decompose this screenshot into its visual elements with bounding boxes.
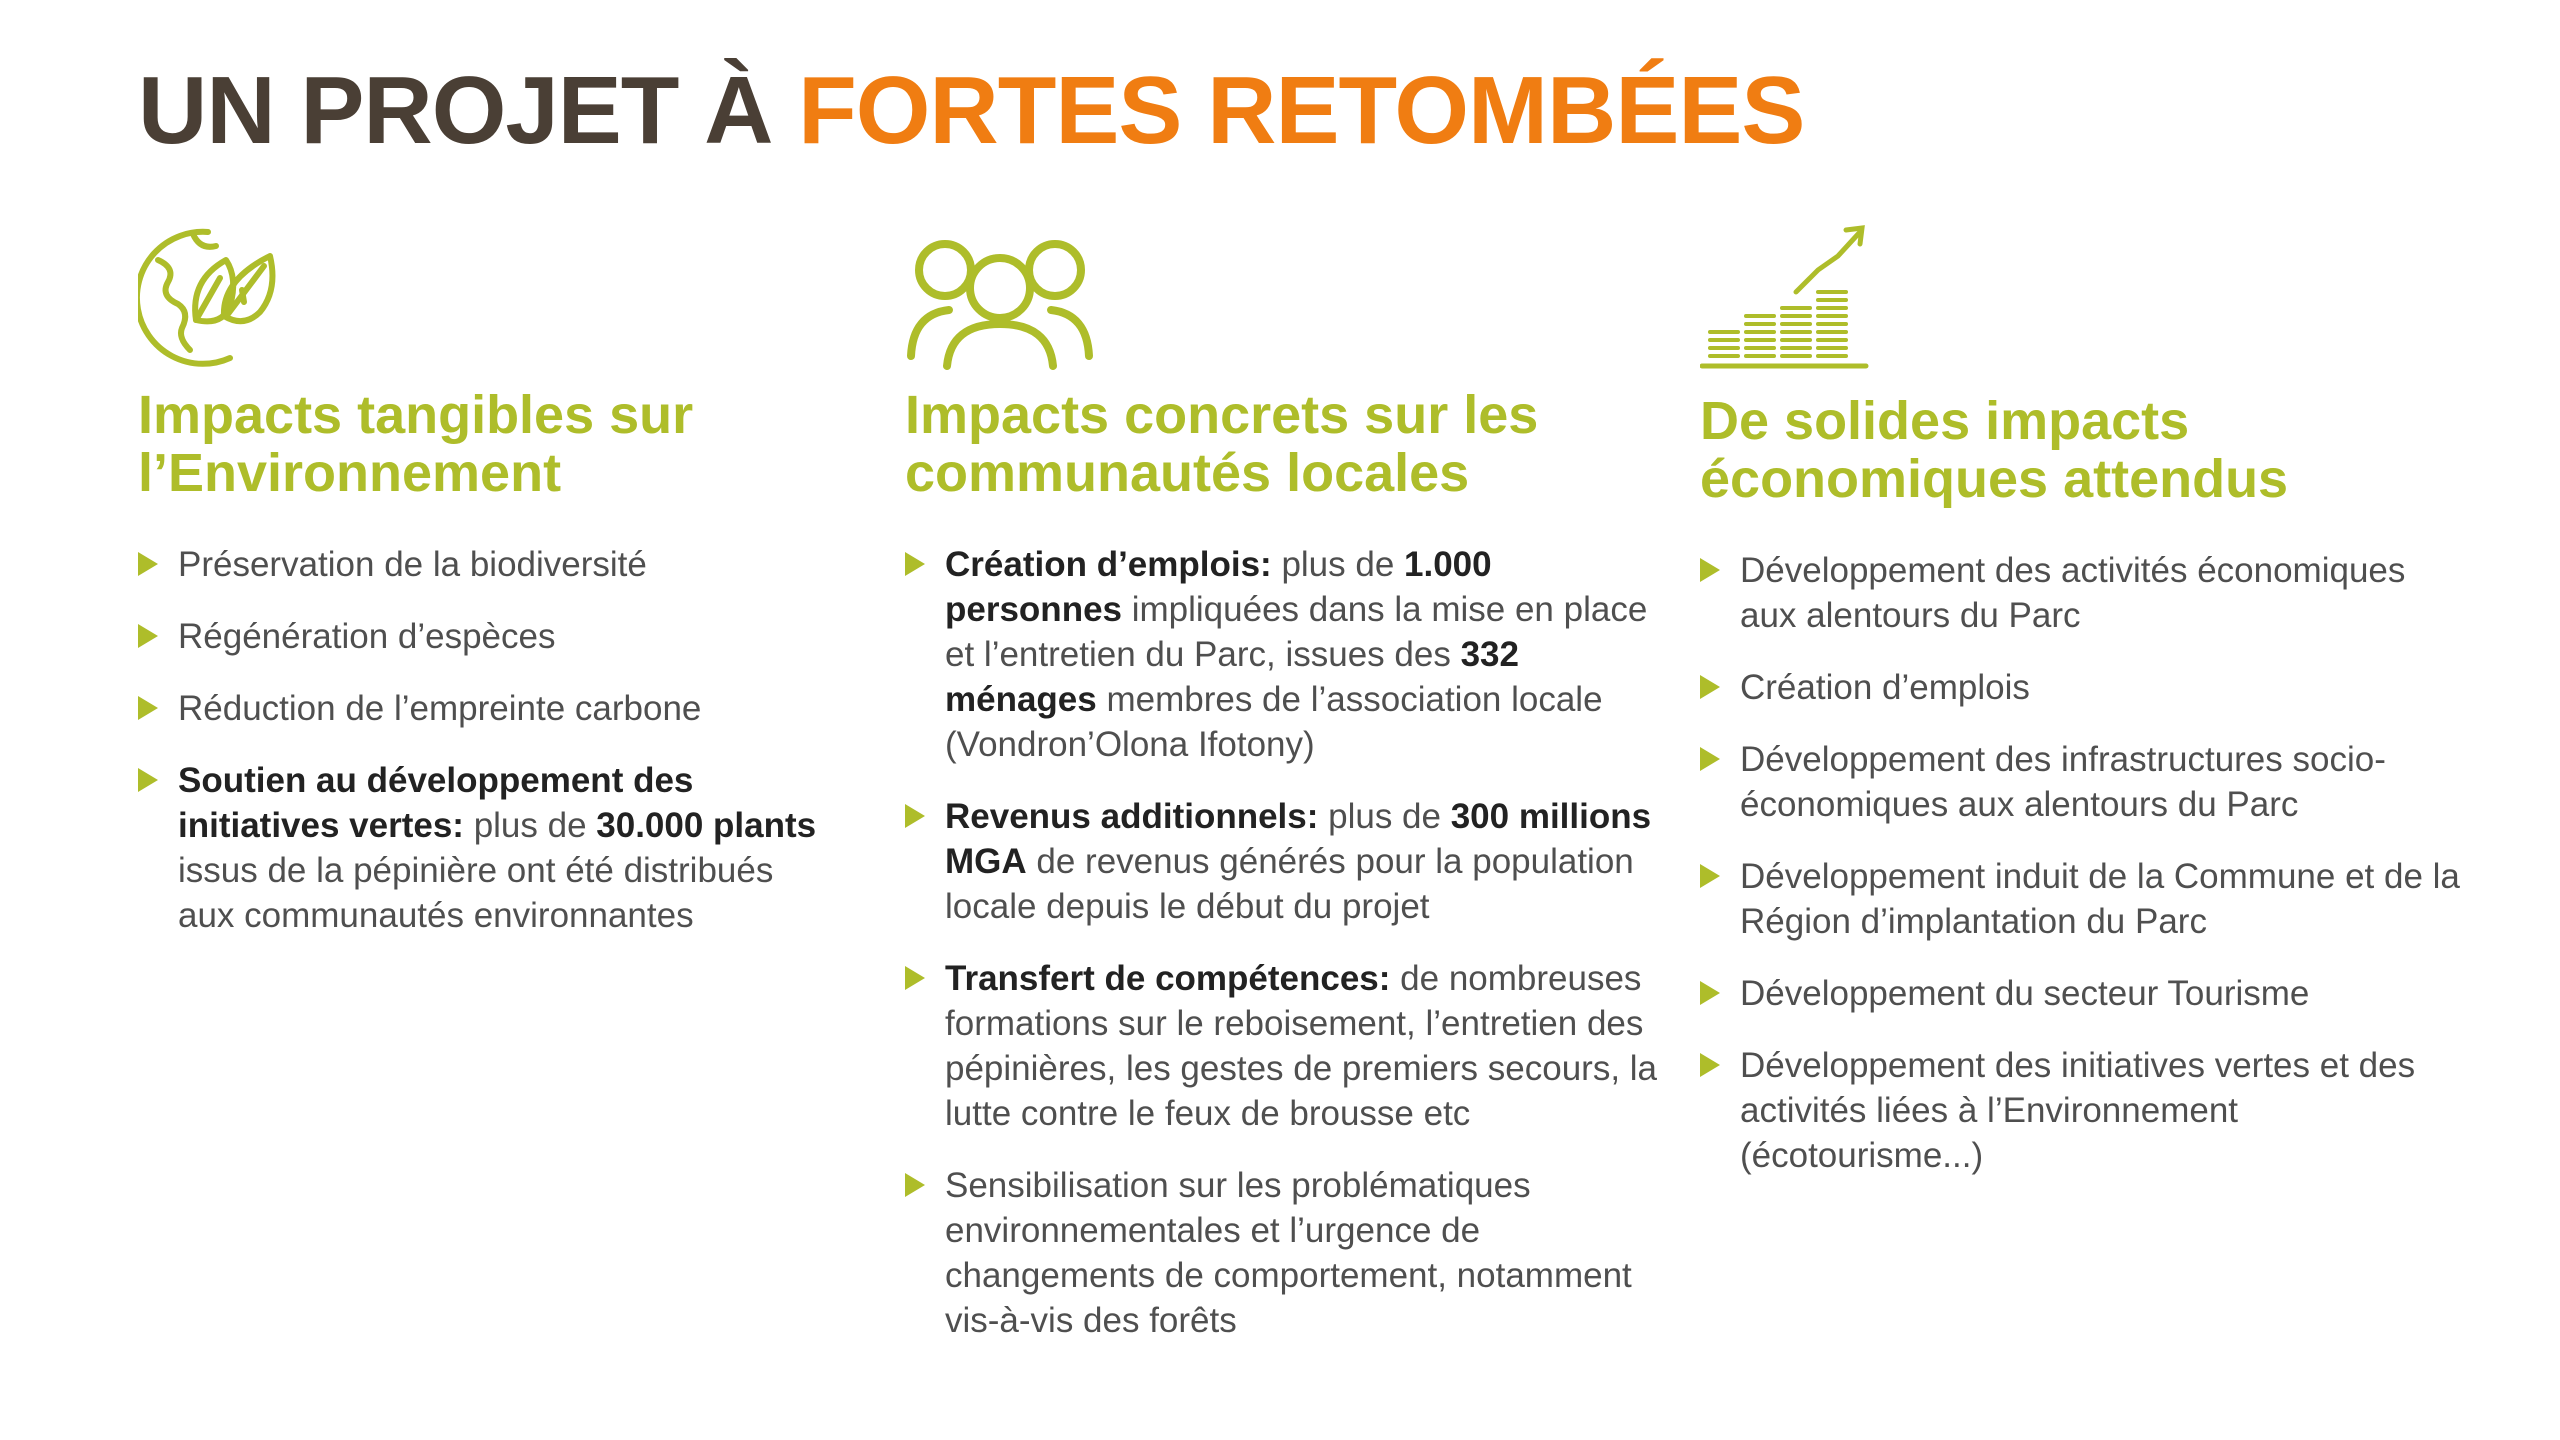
bold-text: Transfert de compétences: — [945, 959, 1391, 998]
body-text: Développement des initiatives vertes et des activités liées à l’Environnement (écotourisme...) — [1740, 1046, 2416, 1175]
bullet-item — [138, 686, 838, 731]
triangle-bullet-icon — [905, 552, 925, 576]
body-text: plus de — [1318, 797, 1451, 836]
body-text: de nombreuses formations sur le reboisement, l’entretien des pépinières, les gestes de premiers secours, la lutte contre le feux de brousse etc — [945, 959, 1658, 1133]
triangle-bullet-icon — [1700, 675, 1720, 699]
bullet-item — [1700, 737, 2460, 827]
column-heading: De solides impacts économiques attendus — [1700, 391, 2289, 509]
body-text: de revenus générés pour la population locale depuis le début du projet — [945, 842, 1634, 926]
bold-text: Création d’emplois: — [945, 545, 1272, 584]
bullet-list — [1700, 548, 2460, 1178]
body-text: Préservation de la biodiversité — [178, 545, 647, 584]
icon-container — [1700, 210, 2460, 370]
title-part-dark: UN PROJET À — [138, 57, 799, 164]
bullet-item — [1700, 854, 2460, 944]
bullet-item — [1700, 971, 2460, 1016]
triangle-bullet-icon — [905, 804, 925, 828]
triangle-bullet-icon — [1700, 981, 1720, 1005]
body-text: issus de la pépinière ont été distribués aux communautés environnantes — [178, 851, 774, 935]
body-text: Développement du secteur Tourisme — [1740, 974, 2310, 1013]
body-text: membres de l’association locale (Vondron’Olona Ifotony) — [945, 680, 1603, 764]
bullet-item — [138, 614, 838, 659]
title-part-orange: FORTES RETOMBÉES — [798, 57, 1805, 164]
bold-text: 30.000 plants — [596, 806, 817, 845]
people-group-icon — [905, 230, 1095, 370]
bullet-list — [905, 542, 1665, 1343]
triangle-bullet-icon — [138, 624, 158, 648]
column-heading: Impacts concrets sur les communautés locales — [905, 385, 1539, 503]
bold-text: 332 ménages — [945, 635, 1519, 719]
triangle-bullet-icon — [1700, 864, 1720, 888]
growth-chart-icon — [1700, 220, 1870, 370]
bullet-item — [905, 1163, 1665, 1343]
bullet-list — [138, 542, 838, 938]
bullet-item — [1700, 548, 2460, 638]
economy-column — [1700, 210, 2460, 1205]
bold-text: Soutien au développement des initiatives vertes: — [178, 761, 694, 845]
bullet-item — [905, 794, 1665, 929]
body-text: plus de — [1271, 545, 1405, 584]
body-text: Sensibilisation sur les problématiques environnementales et l’urgence de changements de comportement, notamment vis-à-vis des forêts — [945, 1166, 1632, 1340]
triangle-bullet-icon — [905, 966, 925, 990]
bold-text: 300 millions MGA — [945, 797, 1652, 881]
triangle-bullet-icon — [138, 768, 158, 792]
page-title — [138, 58, 1804, 164]
triangle-bullet-icon — [138, 552, 158, 576]
bullet-item — [905, 956, 1665, 1136]
bullet-item — [1700, 1043, 2460, 1178]
body-text: Création d’emplois — [1740, 668, 2030, 707]
icon-container — [905, 210, 1665, 370]
body-text: plus de — [463, 806, 597, 845]
icon-container — [138, 210, 838, 370]
triangle-bullet-icon — [1700, 1053, 1720, 1077]
bullet-item — [905, 542, 1665, 767]
bullet-item — [1700, 665, 2460, 710]
bold-text: 1.000 personnes — [945, 545, 1492, 629]
column-heading: Impacts tangibles sur l’Environnement — [138, 385, 694, 503]
triangle-bullet-icon — [138, 696, 158, 720]
bullet-item — [138, 758, 838, 938]
bullet-item — [138, 542, 838, 587]
body-text: Développement des infrastructures socio-économiques aux alentours du Parc — [1740, 740, 2386, 824]
triangle-bullet-icon — [1700, 747, 1720, 771]
leaf-globe-icon — [138, 220, 278, 370]
environment-column — [138, 210, 838, 965]
body-text: impliquées dans la mise en place et l’entretien du Parc, issues des — [945, 590, 1648, 674]
body-text: Développement des activités économiques aux alentours du Parc — [1740, 551, 2406, 635]
bold-text: Revenus additionnels: — [945, 797, 1319, 836]
communities-column — [905, 210, 1665, 1370]
body-text: Régénération d’espèces — [178, 617, 556, 656]
triangle-bullet-icon — [905, 1173, 925, 1197]
body-text: Développement induit de la Commune et de la Région d’implantation du Parc — [1740, 857, 2460, 941]
triangle-bullet-icon — [1700, 558, 1720, 582]
body-text: Réduction de l’empreinte carbone — [178, 689, 702, 728]
